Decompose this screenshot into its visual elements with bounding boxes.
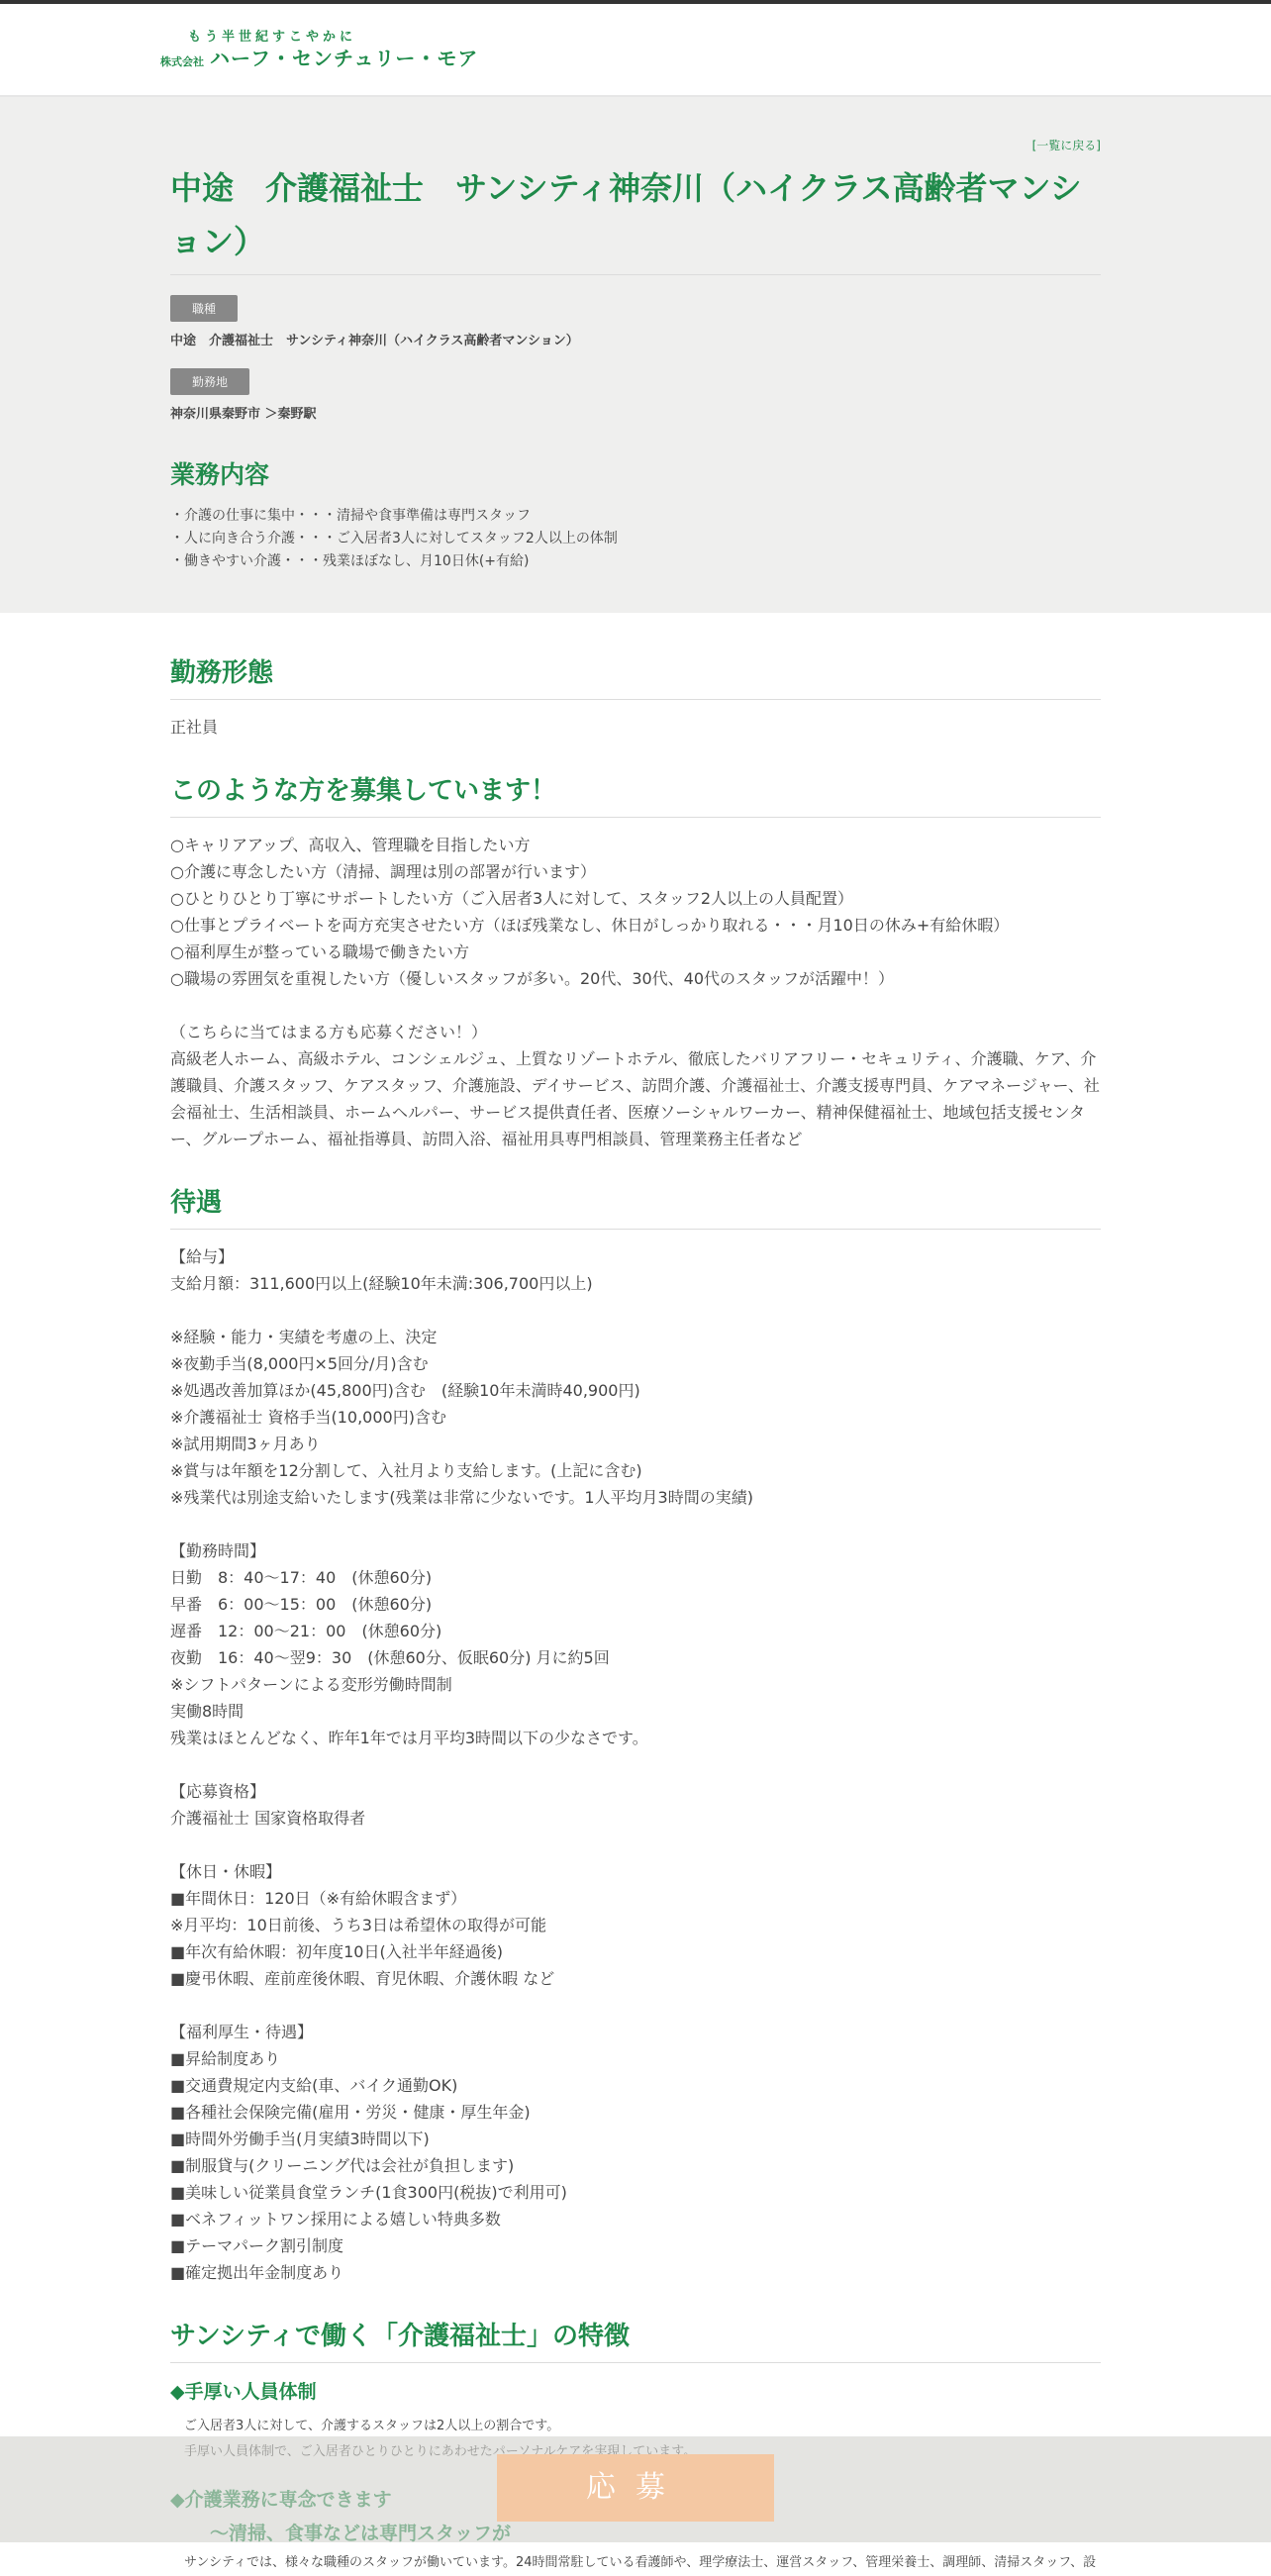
duty-item: ・人に向き合う介護・・・ご入居者3人に対してスタッフ2人以上の体制 xyxy=(170,531,618,546)
seeking-section xyxy=(170,770,1101,1152)
duties-heading: 業務内容 xyxy=(170,460,270,489)
benefits-section xyxy=(170,1182,1101,2286)
job-type-value: 中途 介護福祉士 サンシティ神奈川（ハイクラス高齢者マンション） xyxy=(170,334,579,348)
job-details xyxy=(0,613,1271,2576)
job-title: 中途 介護福祉士 サンシティ神奈川（ハイクラス高齢者マンション） xyxy=(170,161,1101,275)
logo-company-name: ハーフ・センチュリー・モア xyxy=(210,47,479,70)
duty-item: ・介護の仕事に集中・・・清掃や食事準備は専門スタッフ xyxy=(170,508,531,524)
job-summary-panel xyxy=(0,97,1271,613)
duties-list xyxy=(170,505,1101,573)
benefits-text: 【給与】 支給月額：311,600円以上(経験10年未満:306,700円以上) ※経験・能力・実績を考慮の上、決定 ※夜勤手当(8,000円×5回分/月)含む ※処遇改善加算ほか(45,800円)含む (経験10年未満時40,900円) ※介護福祉士 資格手当(10,000円)含む ※試用期間3ヶ月あり ※賞与は年額を12分割して、入社月より支給します。(上記に含む) ※残業代は別途支給いたします(残業は非常に少ないです。1人平均月3時間の実績) 【勤務時間】 日勤 8：40～17：40 (休憩60分) 早番 6：00～15：00 (休憩60分) 遅番 12：00～21：00 (休憩60分) 夜勤 16：40～翌9：30 (休憩60分、仮眠60分) 月に約5回 ※シフトパターンによる変形労働時間制 実働8時間 残業はほとんどなく、昨年1年では月平均3時間以下の少なさです。 【応募資格】 介護福祉士 国家資格取得者 【休日・休暇】 ■年間休日：120日（※有給休暇含まず） ※月平均：10日前後、うち3日は希望休の取得が可能 ■年次有給休暇：初年度10日(入社半年経過後) ■慶弔休暇、産前産後休暇、育児休暇、介護休暇 など 【福利厚生・待遇】 ■昇給制度あり ■交通費規定内支給(車、バイク通勤OK) ■各種社会保険完備(雇用・労災・健康・厚生年金) ■時間外労働手当(月実績3時間以下) ■制服貸与(クリーニング代は会社が負担します) ■美味しい従業員食堂ランチ(1食300円(税抜)で利用可) ■ベネフィットワン採用による嬉しい特典多数 ■テーマパーク割引制度 ■確定拠出年金制度あり xyxy=(170,1247,753,2282)
seeking-heading: このような方を募集しています！ xyxy=(170,770,1101,818)
duty-item: ・働きやすい介護・・・残業ほぼなし、月10日休(+有給) xyxy=(170,553,530,569)
features-heading: サンシティで働く「介護福祉士」の特徴 xyxy=(170,2316,1101,2363)
feature-staffing-line: ご入居者3人に対して、介護するスタッフは2人以上の割合です。 xyxy=(184,2419,560,2433)
location-label: 勤務地 xyxy=(170,368,249,395)
employment-section xyxy=(170,652,1101,741)
benefits-heading: 待遇 xyxy=(170,1182,1101,1230)
company-logo[interactable] xyxy=(160,30,478,75)
employment-heading: 勤務形態 xyxy=(170,652,1101,700)
employment-text: 正社員 xyxy=(170,718,219,737)
logo-corp-label: 株式会社 xyxy=(160,55,204,68)
feature-staffing-title: ◆手厚い人員体制 xyxy=(170,2381,317,2403)
apply-button[interactable]: 応募 xyxy=(497,2454,774,2522)
job-type-label: 職種 xyxy=(170,295,238,322)
back-to-list-link[interactable]: [一覧に戻る] xyxy=(1031,139,1101,152)
site-header xyxy=(0,4,1271,97)
logo-tagline: もう半世紀すこやかに xyxy=(188,30,357,45)
seeking-text: ○キャリアアップ、高収入、管理職を目指したい方 ○介護に専念したい方（清掃、調理は別の部署が行います） ○ひとりひとり丁寧にサポートしたい方（ご入居者3人に対して、スタッフ2人以上の人員配置） ○仕事とプライベートを両方充実させたい方（ほぼ残業なし、休日がしっかり取れる・・・月10日の休み+有給休暇） ○福利厚生が整っている職場で働きたい方 ○職場の雰囲気を重視したい方（優しいスタッフが多い。20代、30代、40代のスタッフが活躍中！） （こちらに当てはまる方も応募ください！） 高級老人ホーム、高級ホテル、コンシェルジュ、上質なリゾートホテル、徹底したバリアフリー・セキュリティ、介護職、ケア、介護職員、介護スタッフ、ケアスタッフ、介護施設、デイサービス、訪問介護、介護福祉士、介護支援専門員、ケアマネージャー、社会福祉士、生活相談員、ホームヘルパー、サービス提供責任者、医療ソーシャルワーカー、精神保健福祉士、地域包括支援センター、グループホーム、福祉指導員、訪問入浴、福祉用具専門相談員、管理業務主任者など xyxy=(170,836,1100,1148)
location-value: 神奈川県秦野市 ＞秦野駅 xyxy=(170,407,317,422)
feature-focus-line: サンシティでは、様々な職種のスタッフが働いています。24時間常駐している看護師や、理学療法士、運営スタッフ、管理栄養士、調理師、清掃スタッフ、設 xyxy=(184,2555,1097,2570)
